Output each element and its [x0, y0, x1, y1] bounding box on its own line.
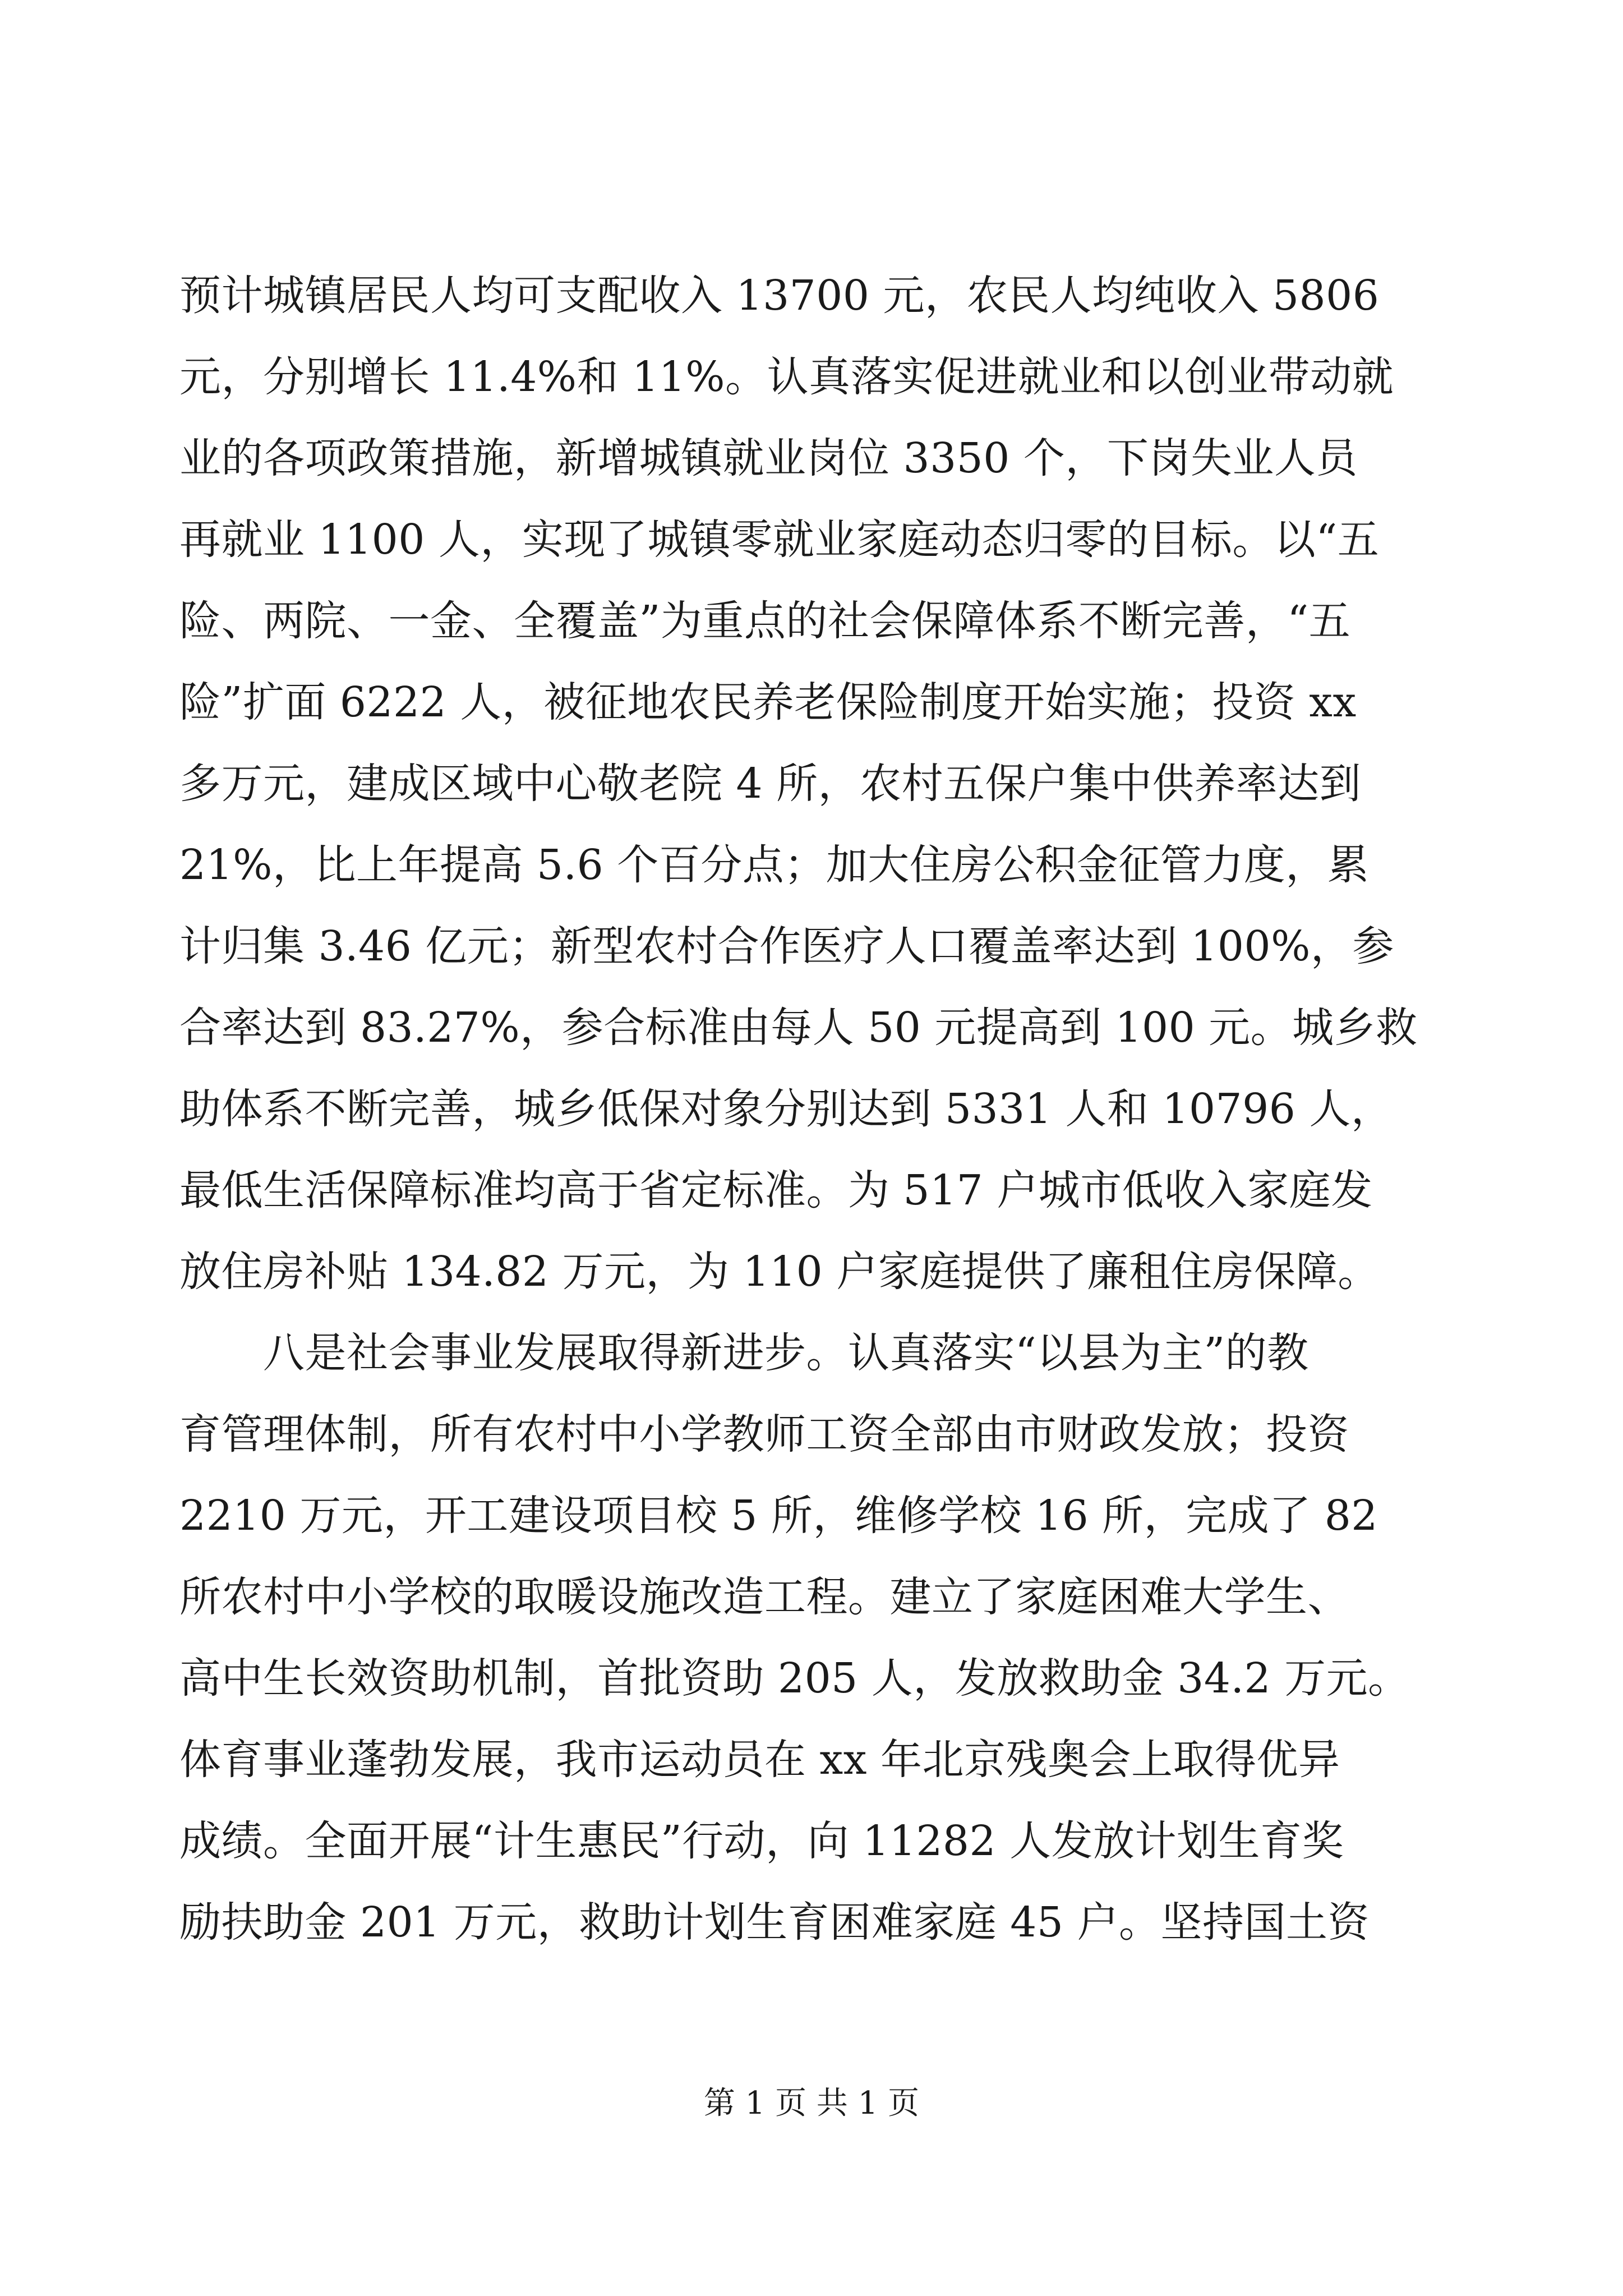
page-number-label: 第 1 页 共 1 页	[703, 2085, 920, 2122]
text-line: 育管理体制，所有农村中小学教师工资全部由市财政发放；投资	[179, 1410, 1349, 1458]
text-line: 励扶助金 201 万元，救助计划生育困难家庭 45 户。坚持国土资	[179, 1898, 1370, 1947]
text-line: 业的各项政策措施，新增城镇就业岗位 3350 个，下岗失业人员	[179, 434, 1358, 482]
text-line: 八是社会事业发展取得新进步。认真落实“以县为主”的教	[179, 1329, 1309, 1377]
text-line: 计归集 3.46 亿元；新型农村合作医疗人口覆盖率达到 100%，参	[179, 922, 1394, 970]
text-line: 险、两院、一金、全覆盖”为重点的社会保障体系不断完善，“五	[179, 597, 1351, 645]
text-line: 成绩。全面开展“计生惠民”行动，向 11282 人发放计划生育奖	[179, 1817, 1344, 1865]
text-line: 元，分别增长 11.4%和 11%。认真落实促进就业和以创业带动就	[179, 353, 1394, 401]
page-footer	[0, 2084, 1623, 2123]
text-line: 最低生活保障标准均高于省定标准。为 517 户城市低收入家庭发	[179, 1166, 1373, 1214]
text-line: 所农村中小学校的取暖设施改造工程。建立了家庭困难大学生、	[179, 1573, 1349, 1621]
text-line: 体育事业蓬勃发展，我市运动员在 xx 年北京残奥会上取得优异	[179, 1736, 1340, 1784]
text-line: 多万元，建成区域中心敬老院 4 所，农村五保户集中供养率达到	[179, 760, 1362, 808]
text-line: 21%，比上年提高 5.6 个百分点；加大住房公积金征管力度，累	[179, 841, 1370, 889]
text-line: 险”扩面 6222 人，被征地农民养老保险制度开始实施；投资 xx	[179, 678, 1357, 726]
text-line: 合率达到 83.27%，参合标准由每人 50 元提高到 100 元。城乡救	[179, 1004, 1418, 1052]
text-line: 再就业 1100 人，实现了城镇零就业家庭动态归零的目标。以“五	[179, 516, 1380, 564]
text-line: 预计城镇居民人均可支配收入 13700 元，农民人均纯收入 5806	[179, 272, 1380, 320]
text-line: 高中生长效资助机制，首批资助 205 人，发放救助金 34.2 万元。	[179, 1654, 1410, 1703]
text-line: 放住房补贴 134.82 万元，为 110 户家庭提供了廉租住房保障。	[179, 1248, 1380, 1296]
text-line: 助体系不断完善，城乡低保对象分别达到 5331 人和 10796 人，	[179, 1085, 1393, 1133]
text-line: 2210 万元，开工建设项目校 5 所，维修学校 16 所，完成了 82	[179, 1492, 1378, 1540]
body-text	[179, 255, 1441, 1963]
